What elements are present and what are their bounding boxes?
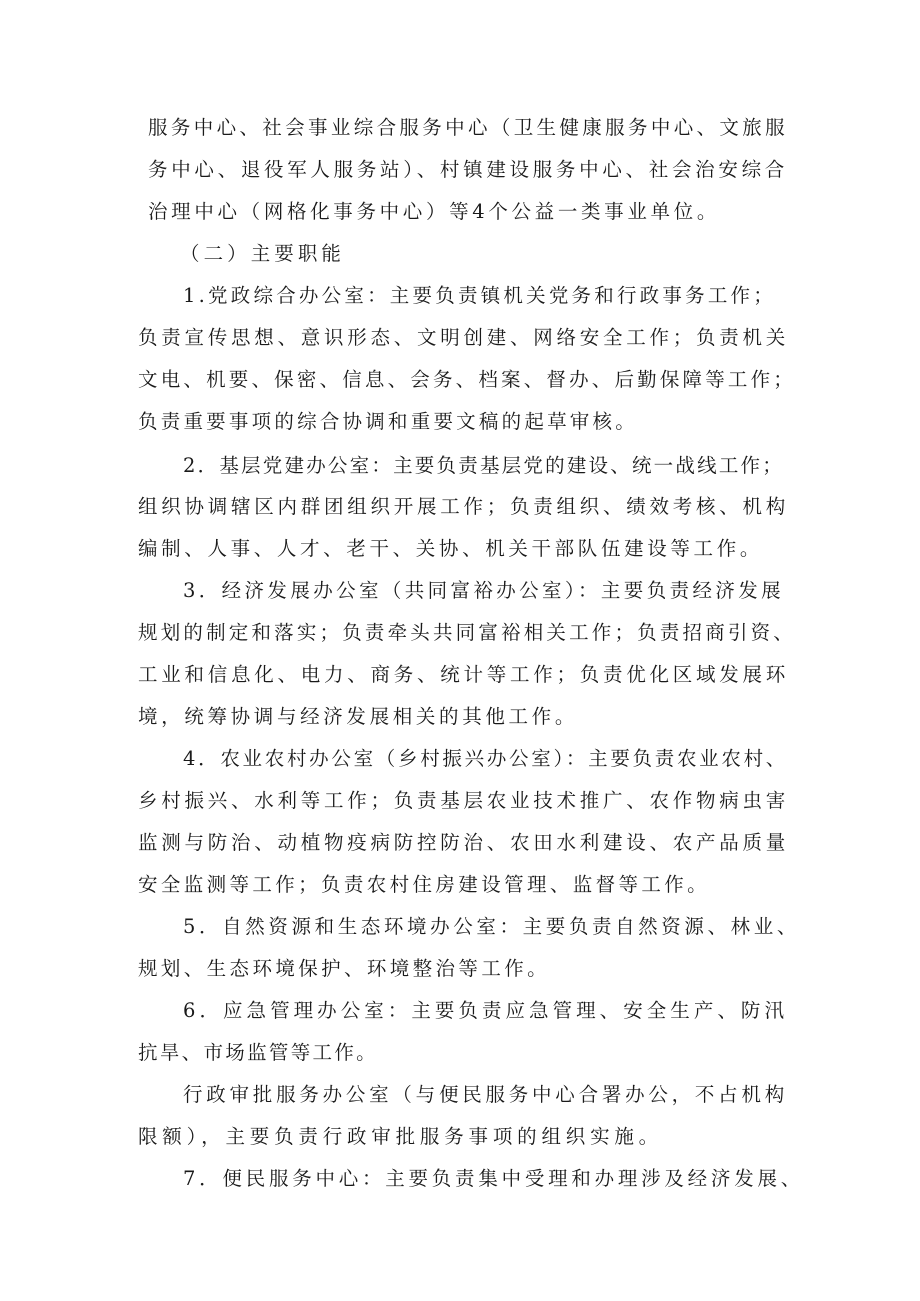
text-line: 负责宣传思想、意识形态、文明创建、网络安全工作；负责机关 xyxy=(138,326,789,349)
text-line: 负责重要事项的综合协调和重要文稿的起草审核。 xyxy=(138,410,638,433)
text-line: 组织协调辖区内群团组织开展工作；负责组织、绩效考核、机构 xyxy=(138,495,789,518)
text-line: 抗旱、市场监管等工作。 xyxy=(138,1041,378,1064)
text-line: 限额），主要负责行政审批服务事项的组织实施。 xyxy=(138,1125,663,1148)
text-line: 治理中心（网格化事务中心）等4个公益一类事业单位。 xyxy=(148,200,720,223)
text-line: 境，统筹协调与经济发展相关的其他工作。 xyxy=(138,705,578,728)
text-line: 乡村振兴、水利等工作；负责基层农业技术推广、农作物病虫害 xyxy=(138,789,789,812)
paragraph-first-line: 6．应急管理办公室：主要负责应急管理、安全生产、防汛 xyxy=(183,999,788,1022)
text-line: 工业和信息化、电力、商务、统计等工作；负责优化区域发展环 xyxy=(138,663,789,686)
text-line: 规划的制定和落实；负责牵头共同富裕相关工作；负责招商引资、 xyxy=(138,621,796,644)
text-line: 监测与防治、动植物疫病防控防治、农田水利建设、农产品质量 xyxy=(138,831,789,854)
paragraph-first-line: 7．便民服务中心：主要负责集中受理和办理涉及经济发展、 xyxy=(183,1167,804,1190)
paragraph-first-line: 3．经济发展办公室（共同富裕办公室）：主要负责经济发展 xyxy=(183,579,784,602)
paragraph-first-line: 4．农业农村办公室（乡村振兴办公室）：主要负责农业农村、 xyxy=(183,747,788,770)
paragraph-first-line: 行政审批服务办公室（与便民服务中心合署办公，不占机构 xyxy=(183,1083,788,1106)
text-line: 规划、生态环境保护、环境整治等工作。 xyxy=(138,957,550,980)
text-line: 安全监测等工作；负责农村住房建设管理、监督等工作。 xyxy=(138,873,710,896)
text-line: 文电、机要、保密、信息、会务、档案、督办、后勤保障等工作； xyxy=(138,368,796,391)
text-line: 编制、人事、人才、老干、关协、机关干部队伍建设等工作。 xyxy=(138,537,763,560)
section-heading: （二）主要职能 xyxy=(180,242,345,265)
paragraph-first-line: 5．自然资源和生态环境办公室：主要负责自然资源、林业、 xyxy=(183,915,800,938)
paragraph-first-line: 1.党政综合办公室：主要负责镇机关党务和行政事务工作； xyxy=(183,284,776,307)
text-line: 服务中心、社会事业综合服务中心（卫生健康服务中心、文旅服 xyxy=(148,116,788,139)
paragraph-first-line: 2．基层党建办公室：主要负责基层党的建设、统一战线工作； xyxy=(183,454,784,477)
text-line: 务中心、退役军人服务站）、村镇建设服务中心、社会治安综合 xyxy=(148,158,788,181)
